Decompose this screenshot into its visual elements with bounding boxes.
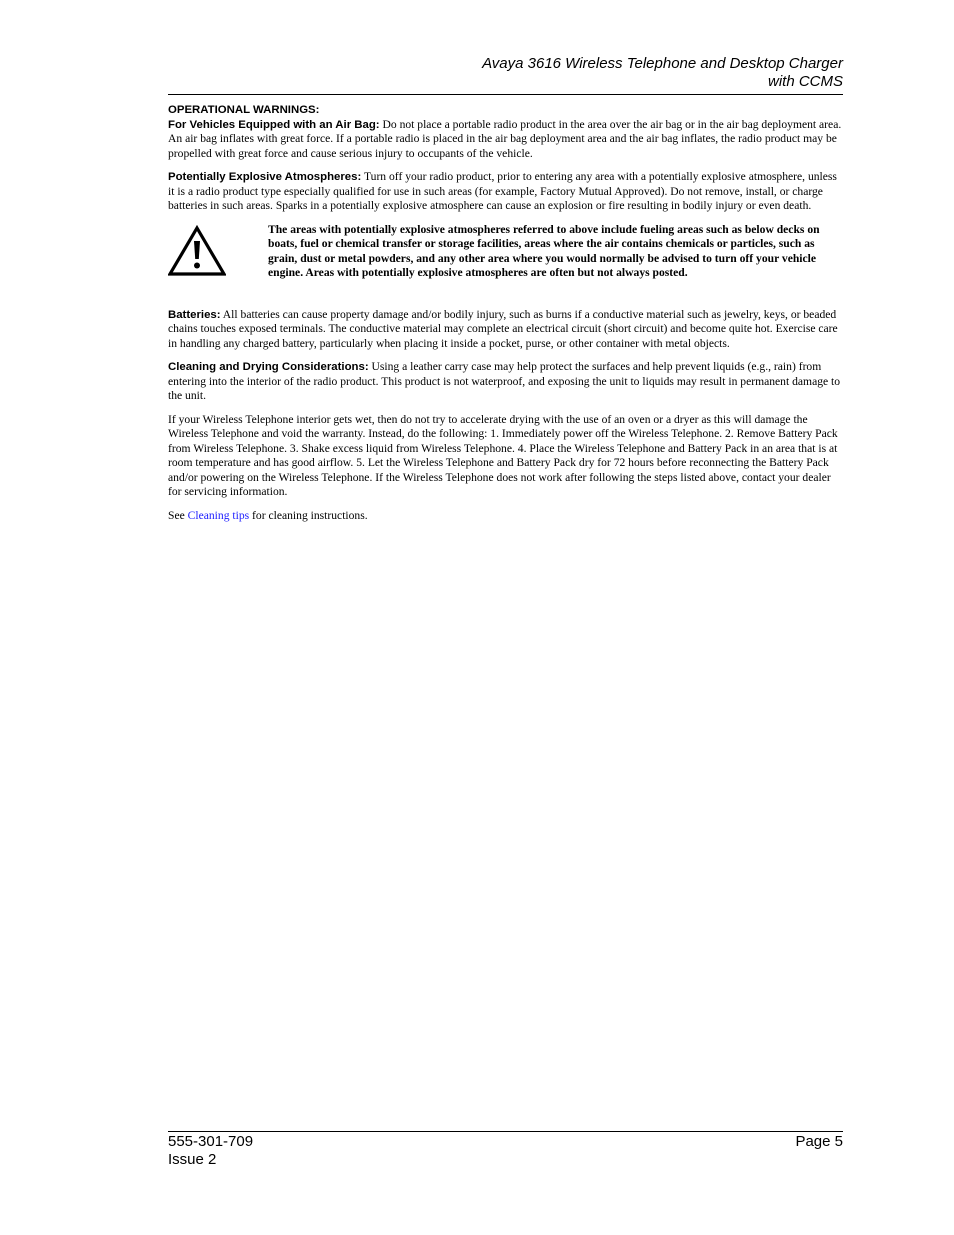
- footer-left: [168, 1133, 253, 1169]
- batteries-paragraph: [168, 308, 843, 352]
- see-paragraph: [168, 509, 843, 524]
- cleaning-label: Cleaning and Drying Considerations:: [168, 361, 369, 373]
- see-prefix: See: [168, 508, 188, 522]
- issue-number: Issue 2: [168, 1151, 217, 1168]
- explosive-label: Potentially Explosive Atmospheres:: [168, 171, 362, 183]
- batteries-text: All batteries can cause property damage and/or bodily injury, such as burns if a conductive material such as jewelry, keys, or beaded chains touches exposed terminals. The conductive material may complete an electrical circuit (short circuit) and become quite hot. Exercise care in handling any charged battery, particularly when placing it inside a pocket, purse, or other container with metal objects.: [168, 307, 838, 350]
- page-header: [168, 55, 843, 91]
- wet-paragraph: If your Wireless Telephone interior gets wet, then do not try to accelerate drying with the use of an oven or a dryer as this will damage the Wireless Telephone and void the warranty. Instead, do the following: 1. Immediately power off the Wireless Telephone. 2. Remove Battery Pack from Wireless Telephone. 3. Shake excess liquid from Wireless Telephone. 4. Place the Wireless Telephone and Battery Pack in an area that is at room temperature and has good airflow. 5. Let the Wireless Telephone and Battery Pack dry for 72 hours before reconnecting the Battery Pack and/or powering on the Wireless Telephone. If the Wireless Telephone does not work after following the steps listed above, contact your dealer for servicing information.: [168, 412, 838, 498]
- document-page: [168, 0, 843, 1235]
- document-body: [168, 103, 843, 532]
- cleaning-text: Using a leather carry case may help protect the surfaces and help prevent liquids (e.g., rain) from entering into the interior of the radio product. This product is not waterproof, and exposing the unit to liquids may result in permanent damage to the unit.: [168, 360, 841, 402]
- header-title-line2: with CCMS: [767, 73, 843, 90]
- airbag-text: Do not place a portable radio product in the area over the air bag or in the air bag deployment area. An air bag inflates with great force. If a portable radio is placed in the air bag deployment area and the air bag inflates, the radio product may be propelled with great force and cause serious injury to occupants of the vehicle.: [168, 117, 842, 160]
- warning-text: The areas with potentially explosive atmospheres referred to above include fueling areas such as below decks on boats, fuel or chemical transfer or storage facilities, areas where the air contains chemicals or particles, such as grain, dust or metal powders, and any other area where you would normally be advised to turn off your vehicle engine. Areas with potentially explosive atmospheres are often but not always posted.: [268, 222, 820, 279]
- footer-rule: [168, 1131, 843, 1132]
- page-number: Page 5: [795, 1133, 843, 1150]
- warning-triangle-icon: [168, 225, 226, 277]
- doc-number: 555-301-709: [168, 1133, 254, 1150]
- batteries-label: Batteries:: [168, 308, 221, 321]
- header-title-line1: Avaya 3616 Wireless Telephone and Desktop Charger: [482, 55, 843, 72]
- airbag-label: For Vehicles Equipped with an Air Bag:: [168, 118, 380, 131]
- warning-box: [168, 223, 843, 302]
- section-heading: OPERATIONAL WARNINGS:: [168, 104, 320, 116]
- header-rule: [168, 94, 843, 95]
- cleaning-paragraph: [168, 360, 843, 404]
- cleaning-tips-link[interactable]: Cleaning tips: [187, 508, 250, 522]
- explosive-text: Turn off your radio product, prior to entering any area with a potentially explosive atmosphere, unless it is a radio product type especially qualified for use in such areas (for example, Factory Mutual Approved). Do not remove, install, or charge batteries in such areas. Sparks in a potentially explosive atmosphere can cause an explosion or fire resulting in bodily injury or even death.: [168, 170, 837, 212]
- explosive-paragraph: [168, 170, 843, 214]
- see-suffix: for cleaning instructions.: [249, 508, 368, 522]
- airbag-paragraph: [168, 118, 843, 162]
